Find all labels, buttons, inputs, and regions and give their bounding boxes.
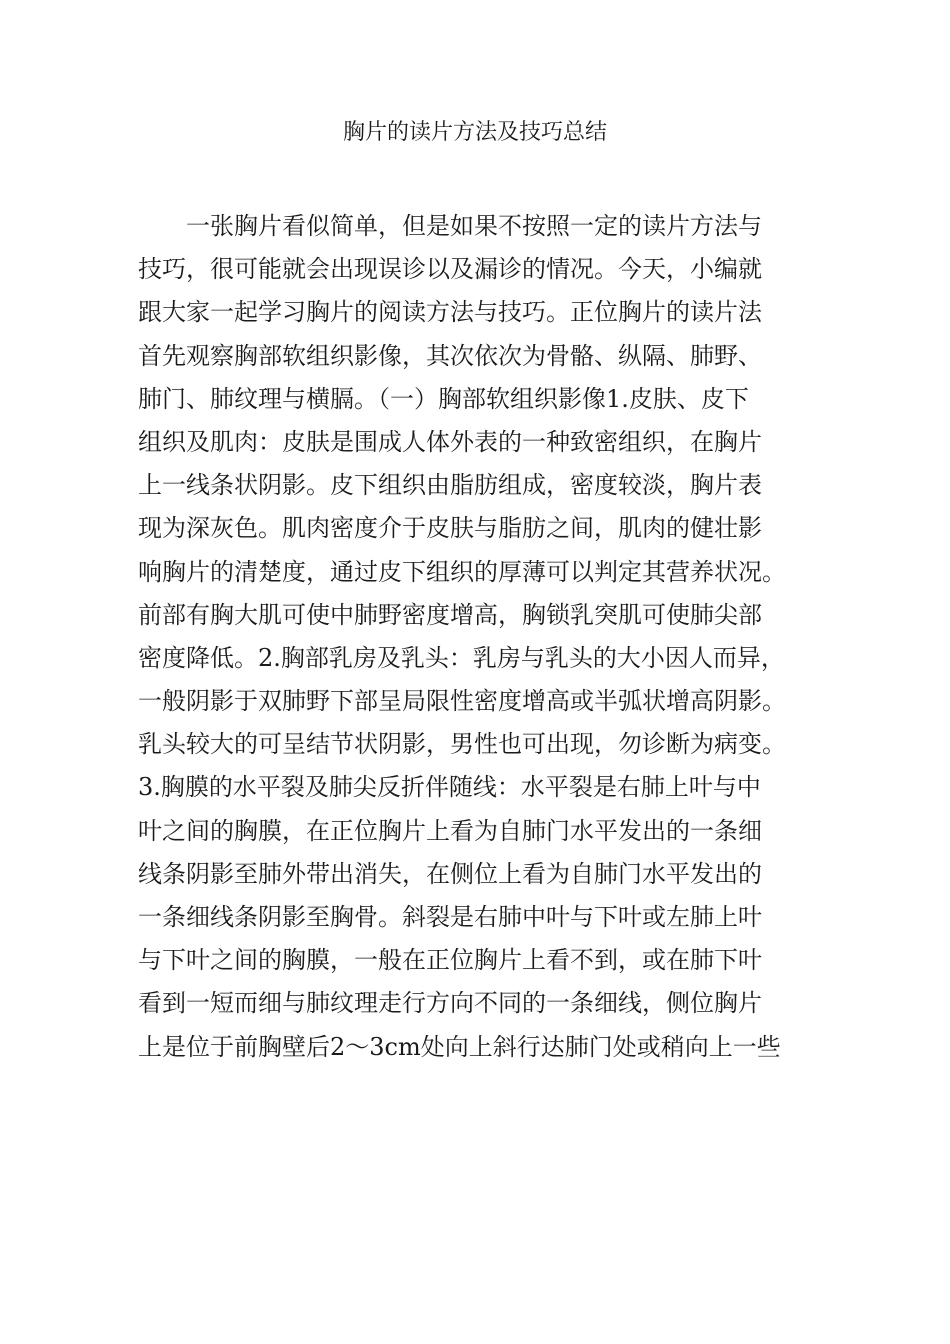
body-line: 与下叶之间的胸膜，一般在正位胸片上看不到，或在肺下叶	[138, 946, 762, 975]
document-title: 胸片的读片方法及技巧总结	[342, 120, 607, 145]
body-line: 技巧，很可能就会出现误诊以及漏诊的情况。今天，小编就	[138, 255, 762, 284]
body-line: 上是位于前胸壁后2～3cm处向上斜行达肺门处或稍向上一些	[138, 1032, 781, 1061]
body-line: 线条阴影至肺外带出消失，在侧位上看为自肺门水平发出的	[138, 859, 762, 888]
body-line: 肺门、肺纹理与横膈。（一）胸部软组织影像1.皮肤、皮下	[138, 384, 749, 413]
body-line: 看到一短而细与肺纹理走行方向不同的一条细线，侧位胸片	[138, 989, 762, 1018]
body-line: 首先观察胸部软组织影像，其次依次为骨骼、纵隔、肺野、	[138, 341, 762, 370]
body-line: 上一线条状阴影。皮下组织由脂肪组成，密度较淡，胸片表	[138, 471, 762, 500]
body-line: 现为深灰色。肌肉密度介于皮肤与脂肪之间，肌肉的健壮影	[138, 514, 762, 543]
body-line: 一张胸片看似简单，但是如果不按照一定的读片方法与	[186, 212, 762, 240]
document-body	[138, 205, 828, 1069]
body-line: 密度降低。2.胸部乳房及乳头：乳房与乳头的大小因人而异，	[138, 643, 785, 672]
body-line: 一般阴影于双肺野下部呈局限性密度增高或半弧状增高阴影。	[138, 687, 786, 716]
body-line: 乳头较大的可呈结节状阴影，男性也可出现，勿诊断为病变。	[138, 730, 786, 759]
body-line: 组织及肌肉：皮肤是围成人体外表的一种致密组织，在胸片	[138, 427, 762, 456]
body-line: 叶之间的胸膜，在正位胸片上看为自肺门水平发出的一条细	[138, 816, 762, 845]
body-line: 前部有胸大肌可使中肺野密度增高，胸锁乳突肌可使肺尖部	[138, 600, 762, 629]
body-line: 响胸片的清楚度，通过皮下组织的厚薄可以判定其营养状况。	[138, 557, 786, 586]
body-line: 跟大家一起学习胸片的阅读方法与技巧。正位胸片的读片法	[138, 298, 762, 327]
body-line: 3.胸膜的水平裂及肺尖反折伴随线：水平裂是右肺上叶与中	[138, 773, 761, 802]
body-line: 一条细线条阴影至胸骨。斜裂是右肺中叶与下叶或左肺上叶	[138, 903, 762, 931]
